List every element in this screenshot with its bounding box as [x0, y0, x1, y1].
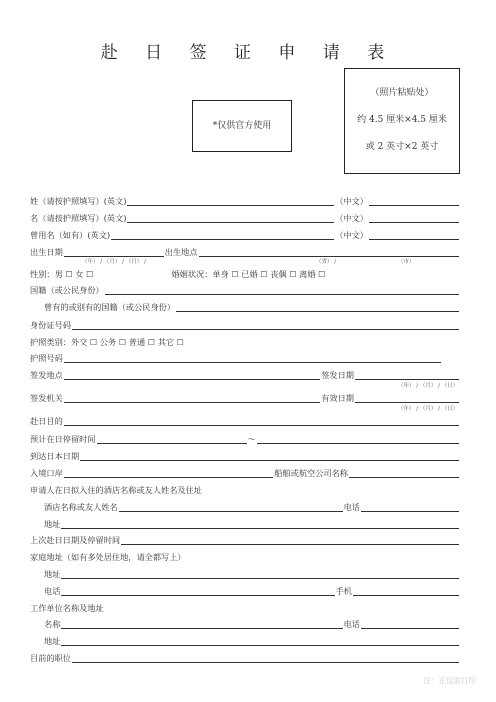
photo-box: [344, 68, 460, 174]
birthplace-label: 出生地点: [164, 247, 198, 257]
given-name-en-field[interactable]: [127, 212, 334, 223]
host-name-field[interactable]: [119, 501, 343, 512]
former-name-cn-field[interactable]: [369, 229, 459, 240]
home-address-label: 地址: [44, 569, 61, 579]
issue-place-field[interactable]: [64, 369, 320, 380]
home-phone-label: 电话: [44, 586, 61, 596]
chinese-label: （中文）: [335, 230, 368, 240]
work-address-label: 地址: [44, 636, 61, 646]
footer-note: 注：正反面打印: [423, 676, 476, 685]
surname-en-field[interactable]: [127, 195, 334, 206]
issue-date-field[interactable]: [355, 369, 459, 380]
arrival-label: 到达日本日期: [30, 451, 80, 461]
stay-length-row: [30, 432, 460, 446]
former-name-label: 曾用名（如有）(英文): [30, 230, 111, 240]
stay-from-field[interactable]: [97, 433, 247, 444]
port-field[interactable]: [64, 467, 274, 478]
previous-visits-label: 上次赴日日期及停留时间: [30, 535, 121, 545]
id-row: [30, 318, 460, 332]
port-label: 入境口岸: [30, 468, 63, 478]
position-row: [30, 651, 460, 665]
home-header: 家庭地址（如有多处居住地，请全都写上）: [30, 552, 186, 562]
host-name-label: 酒店名称或友人姓名: [44, 502, 118, 512]
marital-options[interactable]: 婚姻状况：单身 ☐ 已婚 ☐ 丧偶 ☐ 离婚 ☐: [171, 269, 326, 279]
dob-field[interactable]: [64, 246, 164, 257]
valid-until-label: 有效日期: [321, 393, 354, 403]
issuer-label: 签发机关: [30, 393, 63, 403]
host-phone-field[interactable]: [361, 501, 459, 512]
passport-no-row: [30, 351, 442, 365]
passport-no-label: 护照号码: [30, 353, 63, 363]
surname-cn-field[interactable]: [369, 195, 459, 206]
official-use-label: *仅供官方使用: [212, 121, 272, 131]
form-title: 赴 日 签 证 申 请 表: [100, 43, 396, 63]
arrival-row: [30, 449, 460, 463]
sex-marital-row: [30, 267, 460, 281]
official-use-box: [192, 100, 292, 152]
issuer-row: [30, 391, 460, 405]
purpose-row: [30, 414, 460, 428]
former-nationality-field[interactable]: [176, 301, 459, 312]
nationality-field[interactable]: [105, 284, 459, 295]
issue-row: [30, 368, 460, 382]
birthplace-city-hint: （市）: [398, 259, 415, 265]
nationality-label: 国籍（或公民身份）: [30, 285, 104, 295]
former-name-row: [30, 228, 460, 242]
birthplace-field[interactable]: [199, 246, 459, 257]
home-header-row: [30, 550, 460, 564]
host-address-label: 地址: [44, 519, 61, 529]
issue-place-label: 签发地点: [30, 370, 63, 380]
previous-visits-field[interactable]: [121, 534, 459, 545]
previous-visits-row: [30, 533, 460, 547]
id-field[interactable]: [72, 319, 459, 330]
surname-label: 姓（请按护照填写）(英文): [30, 196, 127, 206]
photo-size-cm: 约 4.5 厘米×4.5 厘米: [357, 115, 447, 125]
dob-hint: （年） / （月） / （日） /: [82, 259, 146, 265]
work-name-label: 名称: [44, 619, 61, 629]
host-phone-label: 电话: [343, 502, 360, 512]
host-header-row: [30, 483, 460, 497]
home-address-field[interactable]: [61, 568, 459, 579]
purpose-label: 赴日目的: [30, 416, 63, 426]
passport-type-options[interactable]: 护照类别：外交 ☐ 公务 ☐ 普通 ☐ 其它 ☐: [30, 337, 185, 347]
chinese-label: （中文）: [335, 196, 368, 206]
host-address-row: [44, 517, 460, 531]
arrival-field[interactable]: [80, 450, 459, 461]
work-address-field[interactable]: [61, 635, 459, 646]
carrier-label: 船舶或航空公司名称: [274, 468, 348, 478]
given-name-cn-field[interactable]: [369, 212, 459, 223]
dob-label: 出生日期: [30, 247, 63, 257]
stay-to-field[interactable]: [257, 433, 459, 444]
issue-date-hint: （年） / （月） / （日）: [398, 383, 459, 389]
id-label: 身份证号码: [30, 320, 71, 330]
surname-row: [30, 194, 460, 208]
host-header: 申请人在日拟入住的酒店名称或友人姓名及住址: [30, 485, 202, 495]
position-field[interactable]: [72, 652, 459, 663]
photo-label: （照片粘贴处）: [370, 88, 434, 98]
position-label: 目前的职位: [30, 653, 71, 663]
former-nationality-label: 曾有的或别有的国籍（或公民身份）: [44, 302, 176, 312]
home-address-row: [44, 567, 460, 581]
sex-options[interactable]: 性别：男 ☐ 女 ☐: [30, 269, 94, 279]
work-address-row: [44, 634, 460, 648]
work-phone-field[interactable]: [361, 618, 459, 629]
issuer-field[interactable]: [64, 392, 320, 403]
work-header: 工作单位名称及地址: [30, 603, 104, 613]
passport-type-row: [30, 335, 460, 349]
home-phone-field[interactable]: [61, 585, 334, 596]
valid-until-field[interactable]: [355, 392, 459, 403]
photo-size-inch: 或 2 英寸×2 英寸: [365, 142, 439, 152]
mobile-field[interactable]: [353, 585, 459, 596]
mobile-label: 手机: [335, 586, 352, 596]
port-row: [30, 466, 460, 480]
stay-length-label: 预计在日停留时间: [30, 434, 96, 444]
stay-separator: ～: [247, 434, 256, 444]
birthplace-province-hint: （省） /: [316, 259, 337, 265]
work-header-row: [30, 601, 460, 615]
given-name-label: 名（请按护照填写）(英文): [30, 213, 127, 223]
carrier-field[interactable]: [349, 467, 459, 478]
work-name-row: [44, 617, 460, 631]
chinese-label: （中文）: [335, 213, 368, 223]
home-phone-row: [44, 584, 460, 598]
passport-no-field[interactable]: [64, 352, 441, 363]
purpose-field[interactable]: [64, 415, 459, 426]
issue-date-label: 签发日期: [321, 370, 354, 380]
work-phone-label: 电话: [343, 619, 360, 629]
host-name-row: [44, 500, 460, 514]
former-nationality-row: [44, 300, 460, 314]
valid-until-hint: （年） / （月） / （日）: [398, 406, 459, 412]
nationality-row: [30, 283, 460, 297]
work-name-field[interactable]: [61, 618, 342, 629]
former-name-en-field[interactable]: [111, 229, 334, 240]
host-address-field[interactable]: [61, 518, 459, 529]
given-name-row: [30, 211, 460, 225]
